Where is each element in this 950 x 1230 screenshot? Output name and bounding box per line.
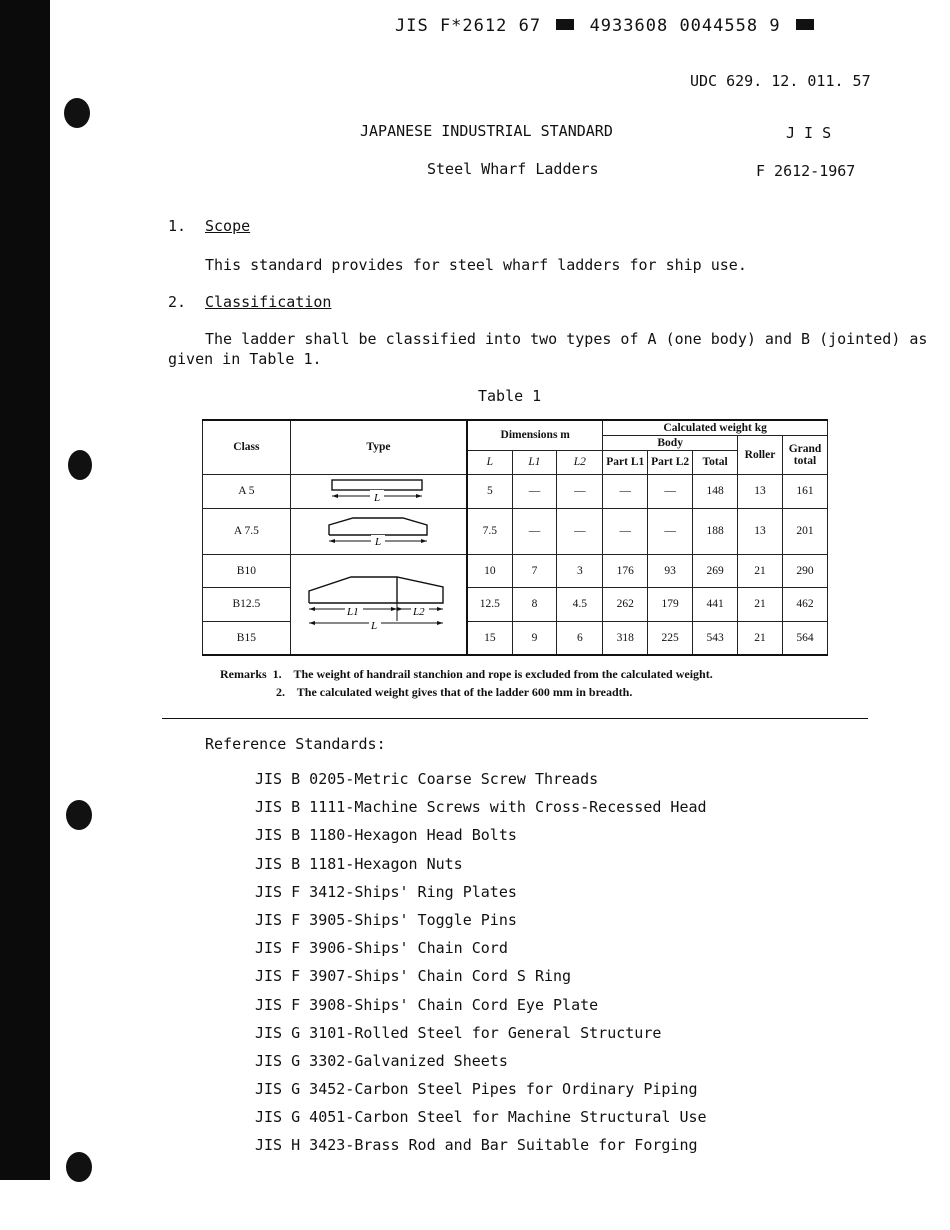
table-row	[203, 474, 828, 508]
remark-number: 1.	[272, 667, 282, 681]
cell-part-l2: —	[648, 508, 693, 554]
table-remarks	[220, 667, 713, 703]
cell-L: 15	[467, 621, 512, 655]
diagram-label-L2: L2	[413, 605, 426, 618]
section-1-number: 1.	[168, 217, 187, 235]
cell-L2: 6	[557, 621, 603, 655]
cell-part-l2: 179	[648, 587, 693, 621]
list-item: JIS G 3302-Galvanized Sheets	[255, 1051, 508, 1070]
col-header-body: Body	[603, 435, 738, 450]
references-heading: Reference Standards:	[205, 735, 386, 753]
jointed-ladder-diagram-icon	[303, 573, 453, 633]
cell-total: 148	[693, 474, 738, 508]
cell-L2: —	[557, 508, 603, 554]
cell-roller: 21	[738, 554, 783, 587]
cell-total: 543	[693, 621, 738, 655]
cell-class: B10	[203, 554, 291, 587]
cell-total: 441	[693, 587, 738, 621]
cell-class: A 7.5	[203, 508, 291, 554]
classification-table	[202, 419, 828, 656]
cell-L2: —	[557, 474, 603, 508]
list-item: JIS H 3423-Brass Rod and Bar Suitable for Forging	[255, 1136, 698, 1155]
cell-part-l1: 176	[603, 554, 648, 587]
table-row	[203, 554, 828, 587]
list-item: JIS G 3101-Rolled Steel for General Structure	[255, 1023, 662, 1042]
standard-org: JAPANESE INDUSTRIAL STANDARD	[360, 122, 613, 140]
cell-class: B15	[203, 621, 291, 655]
cell-roller: 13	[738, 508, 783, 554]
punch-hole	[66, 1152, 92, 1182]
list-item: JIS F 3908-Ships' Chain Cord Eye Plate	[255, 995, 599, 1014]
cell-grand-total: 564	[782, 621, 827, 655]
cell-L2: 4.5	[557, 587, 603, 621]
section-divider	[162, 718, 868, 719]
list-item: JIS F 3907-Ships' Chain Cord S Ring	[255, 967, 572, 986]
diagram-label-L: L	[374, 491, 381, 502]
cell-grand-total: 290	[782, 554, 827, 587]
reference-list	[255, 768, 707, 1163]
cell-roller: 21	[738, 621, 783, 655]
cell-L: 12.5	[467, 587, 512, 621]
cell-grand-total: 161	[782, 474, 827, 508]
diagram-label-L: L	[375, 535, 382, 545]
type-diagram-b	[290, 554, 467, 655]
cell-part-l1: 318	[603, 621, 648, 655]
remarks-label: Remarks	[220, 667, 267, 681]
document-code	[395, 16, 818, 36]
section-1-title: Scope	[205, 217, 251, 235]
col-header-part-l2: Part L2	[648, 450, 693, 474]
jis-mark: J I S	[786, 124, 832, 142]
cell-grand-total: 462	[782, 587, 827, 621]
scan-edge-notch	[0, 1180, 50, 1230]
list-item: JIS F 3412-Ships' Ring Plates	[255, 882, 517, 901]
page-title: Steel Wharf Ladders	[427, 160, 599, 178]
cell-L1: 8	[512, 587, 557, 621]
type-diagram-a75	[290, 508, 467, 554]
list-item: JIS B 0205-Metric Coarse Screw Threads	[255, 770, 599, 788]
list-item: JIS F 3906-Ships' Chain Cord	[255, 939, 508, 958]
remark-1	[220, 667, 713, 685]
remark-text: The calculated weight gives that of the ladder 600 mm in breadth.	[296, 685, 633, 699]
cell-total: 188	[693, 508, 738, 554]
cell-L: 7.5	[467, 508, 512, 554]
cell-L1: —	[512, 508, 557, 554]
udc-number: UDC 629. 12. 011. 57	[690, 72, 871, 90]
code-number: 4933608 0044558 9	[589, 16, 781, 36]
list-item: JIS G 3452-Carbon Steel Pipes for Ordinary Piping	[255, 1080, 698, 1099]
col-header-type: Type	[290, 420, 467, 474]
cell-roller: 21	[738, 587, 783, 621]
remark-text: The weight of handrail stanchion and rope is excluded from the calculated weight.	[293, 667, 713, 681]
cell-roller: 13	[738, 474, 783, 508]
cell-total: 269	[693, 554, 738, 587]
col-header-L: L	[467, 450, 512, 474]
list-item: JIS F 3905-Ships' Toggle Pins	[255, 910, 517, 929]
col-header-class: Class	[203, 420, 291, 474]
remark-number: 2.	[276, 685, 285, 699]
cell-L: 10	[467, 554, 512, 587]
list-item: JIS G 4051-Carbon Steel for Machine Structural Use	[255, 1108, 707, 1127]
type-diagram-a5	[290, 474, 467, 508]
col-header-grand-total: Grand total	[782, 435, 827, 474]
redaction-block	[556, 19, 574, 30]
punch-hole	[66, 800, 92, 830]
table-row	[203, 508, 828, 554]
cell-L: 5	[467, 474, 512, 508]
col-header-L2: L2	[557, 450, 603, 474]
section-2-number: 2.	[168, 293, 187, 311]
col-header-dimensions: Dimensions m	[467, 420, 603, 450]
cell-part-l2: 93	[648, 554, 693, 587]
ladder-diagram-icon	[328, 478, 428, 502]
col-header-part-l1: Part L1	[603, 450, 648, 474]
punch-hole	[64, 98, 90, 128]
col-header-calc-weight: Calculated weight kg	[603, 420, 828, 435]
cell-grand-total: 201	[782, 508, 827, 554]
cell-part-l1: —	[603, 508, 648, 554]
list-item: JIS B 1181-Hexagon Nuts	[255, 854, 463, 873]
classification-text-line2: given in Table 1.	[168, 350, 322, 368]
diagram-label-L1: L1	[347, 605, 360, 618]
cell-class: A 5	[203, 474, 291, 508]
col-header-L1: L1	[512, 450, 557, 474]
list-item: JIS B 1180-Hexagon Head Bolts	[255, 826, 517, 845]
cell-part-l1: 262	[603, 587, 648, 621]
cell-L1: 7	[512, 554, 557, 587]
table-caption: Table 1	[478, 387, 542, 405]
cell-L1: 9	[512, 621, 557, 655]
punch-hole	[68, 450, 92, 480]
col-header-total: Total	[693, 450, 738, 474]
ladder-diagram-icon	[323, 515, 433, 545]
cell-class: B12.5	[203, 587, 291, 621]
diagram-label-L: L	[371, 619, 378, 632]
cell-L1: —	[512, 474, 557, 508]
cell-L2: 3	[557, 554, 603, 587]
scan-edge	[0, 0, 50, 1230]
scope-text: This standard provides for steel wharf ladders for ship use.	[205, 256, 747, 274]
list-item: JIS B 1111-Machine Screws with Cross-Recessed Head	[255, 798, 707, 817]
classification-text-line1: The ladder shall be classified into two types of A (one body) and B (jointed) as	[205, 330, 928, 348]
section-2-title: Classification	[205, 293, 332, 311]
cell-part-l2: —	[648, 474, 693, 508]
standard-number: F 2612-1967	[756, 162, 856, 180]
remark-2	[220, 685, 713, 703]
col-header-roller: Roller	[738, 435, 783, 474]
code-prefix: JIS F*2612 67	[395, 16, 542, 36]
cell-part-l1: —	[603, 474, 648, 508]
cell-part-l2: 225	[648, 621, 693, 655]
redaction-block	[796, 19, 814, 30]
